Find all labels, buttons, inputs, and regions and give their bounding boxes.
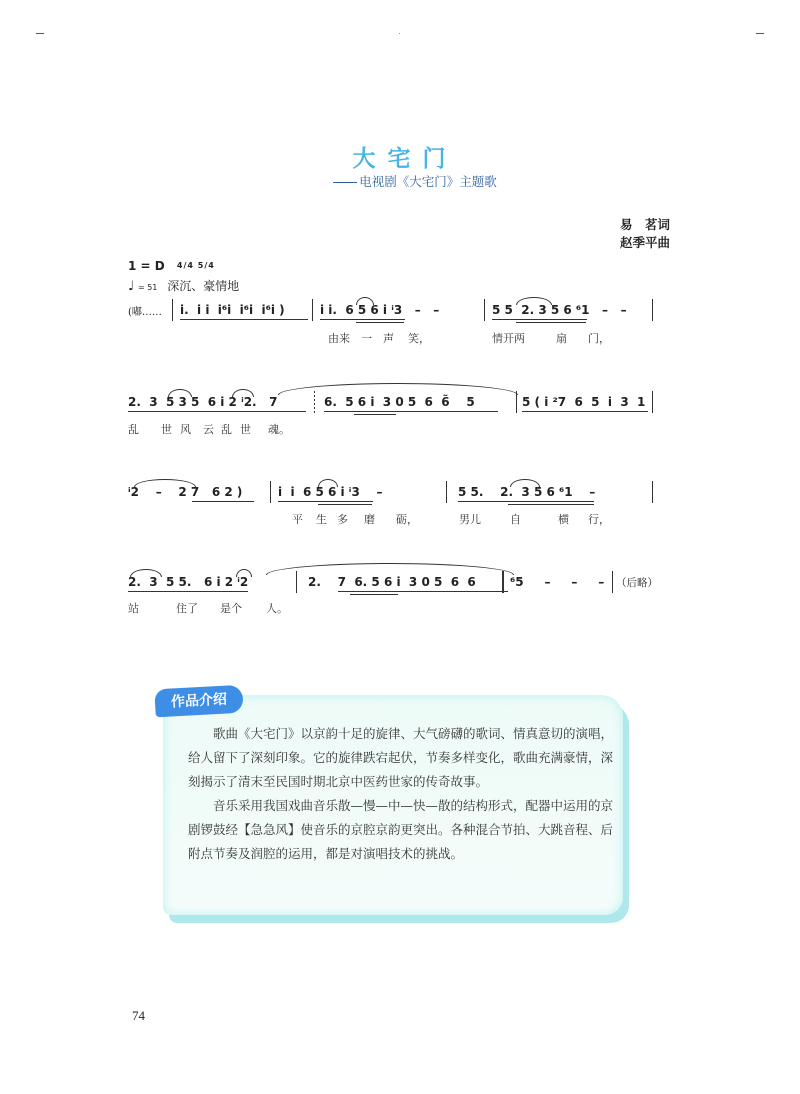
lyric: 是个 (220, 602, 242, 615)
intro-paragraph-2: 音乐采用我国戏曲音乐散—慢—中—快—散的结构形式，配器中运用的京剧锣鼓经【急急风】使音乐的京腔京韵更突出。各种混合节拍、大跳音程、后附点节奏及润腔的运用，都是对演唱技术的挑战。 (188, 798, 614, 861)
slur (130, 569, 162, 577)
score-line-1 (128, 299, 668, 329)
barline (516, 391, 517, 413)
barline (270, 481, 271, 503)
notes: 6. 5 6 i 3 0 5 6 6̃ 5 (324, 395, 475, 409)
slur (318, 479, 338, 487)
barline (612, 571, 613, 593)
slur (516, 297, 552, 305)
lyric: 扇 (556, 332, 567, 345)
credits (590, 216, 670, 252)
lyric: 行， (588, 513, 610, 526)
quarter-note-icon: ♩ (128, 279, 135, 294)
beam (128, 591, 248, 592)
beam (338, 591, 508, 592)
composer-credit: 赵季平曲 (619, 235, 670, 250)
lyric: 门， (588, 332, 610, 345)
beam (318, 504, 372, 505)
song-title: 大宅门 (352, 146, 458, 172)
barline (172, 299, 173, 321)
lyric: 由来 (328, 332, 350, 345)
crop-mark-right (756, 33, 764, 34)
lyric: 平 (292, 513, 303, 526)
tempo-line (128, 277, 239, 294)
slur (236, 569, 252, 577)
time-signatures: 4/4 5/4 (176, 261, 215, 270)
notes: 5 ( i ²7 6 5 i 3 1 (522, 395, 646, 409)
beam (522, 411, 648, 412)
lyric: 人。 (266, 602, 288, 615)
barline (652, 299, 653, 321)
beam (458, 501, 594, 502)
intro-text (188, 722, 613, 866)
subtitle-text: 电视剧《大宅门》主题歌 (359, 174, 497, 189)
song-subtitle (0, 172, 800, 190)
notes: 2. 3 5 5. 6 i 2 ⁱ2 (128, 575, 249, 589)
lyric: 世 (161, 423, 172, 436)
notes: 5 5 2. 3 5 6 ⁶1 – – (492, 303, 627, 317)
expression-marking: 深沉、豪情地 (167, 279, 240, 293)
notes: ⁶5 – – – (510, 575, 605, 589)
notes: i. i i i⁶i i⁶i i⁶i ) (180, 303, 285, 317)
barline (312, 299, 313, 321)
lyric: 磨 (364, 513, 375, 526)
beam (356, 322, 404, 323)
lyric: 风 (180, 423, 191, 436)
lyric: 情开两 (492, 332, 525, 345)
lyric: 乱 (221, 423, 232, 436)
barline (652, 481, 653, 503)
lyric: 乱 (128, 423, 139, 436)
intro-vocal: (嘟…… (128, 307, 162, 318)
key-signature-line (128, 259, 215, 273)
lyric: 生 (316, 513, 327, 526)
beam (278, 501, 373, 502)
barline (446, 481, 447, 503)
slur (510, 479, 540, 487)
barline (296, 571, 297, 593)
intro-paragraph-1: 歌曲《大宅门》以京韵十足的旋律、大气磅礴的歌词、情真意切的演唱，给人留下了深刻印象。它的旋律跌宕起伏，节奏多样变化，歌曲充满豪情，深刻揭示了清末至民国时期北京中医药世家的传奇故事。 (188, 726, 614, 789)
beam (192, 501, 254, 502)
beam (350, 594, 398, 595)
slur (356, 297, 374, 305)
slur (232, 389, 254, 397)
lyric: 一 (361, 332, 372, 345)
score-line-3 (128, 481, 668, 511)
notes: 5 5. 2. 3 5 6 ⁶1 – (458, 485, 596, 499)
barline (652, 391, 653, 413)
beam (508, 504, 594, 505)
intro-tab-label: 作品介绍 (154, 685, 243, 718)
beam (516, 322, 586, 323)
lyric: 横 (558, 513, 569, 526)
subtitle-dash (333, 182, 357, 183)
slur (168, 389, 192, 397)
lyric: 笑， (408, 332, 430, 345)
ending-note: （后略） (616, 577, 658, 589)
notes: ⁱ2 – 2 7 6 2 ) (128, 485, 243, 499)
notes: 2. 7 6. 5 6 i 3 0 5 6 6 (308, 575, 476, 589)
barline (484, 299, 485, 321)
notes: i i. 6 5 6 i ⁱ3 – – (320, 303, 440, 317)
slur (266, 563, 514, 575)
lyric: 站 (128, 602, 139, 615)
notes: i i 6 5 6 i ⁱ3 – (278, 485, 383, 499)
beam (180, 319, 308, 320)
lyric: 多 (337, 513, 348, 526)
barline (314, 391, 315, 413)
crop-mark-center (399, 33, 400, 34)
crop-mark-left (36, 33, 44, 34)
page-number: 74 (132, 1008, 145, 1023)
lyric: 世 (240, 423, 251, 436)
slur (134, 479, 196, 487)
lyric: 魂。 (268, 423, 290, 436)
score-line-4 (128, 571, 668, 601)
beam (320, 319, 405, 320)
beam (128, 411, 306, 412)
lyric: 砺， (396, 513, 418, 526)
lyricist-credit: 易 茗词 (619, 217, 670, 232)
notes: 2. 3 5 3 5 6 i 2 ⁱ2. 7 (128, 395, 278, 409)
tempo-value: = 51 (137, 283, 158, 292)
beam (354, 414, 396, 415)
lyric: 声 (383, 332, 394, 345)
beam (492, 319, 587, 320)
lyric: 男儿 (459, 513, 481, 526)
lyric: 云 (203, 423, 214, 436)
barline (502, 571, 504, 593)
beam (324, 411, 498, 412)
key-signature: 1 = D (128, 259, 165, 273)
lyric: 自 (510, 513, 521, 526)
lyric: 住了 (176, 602, 198, 615)
score-line-2 (128, 391, 668, 421)
